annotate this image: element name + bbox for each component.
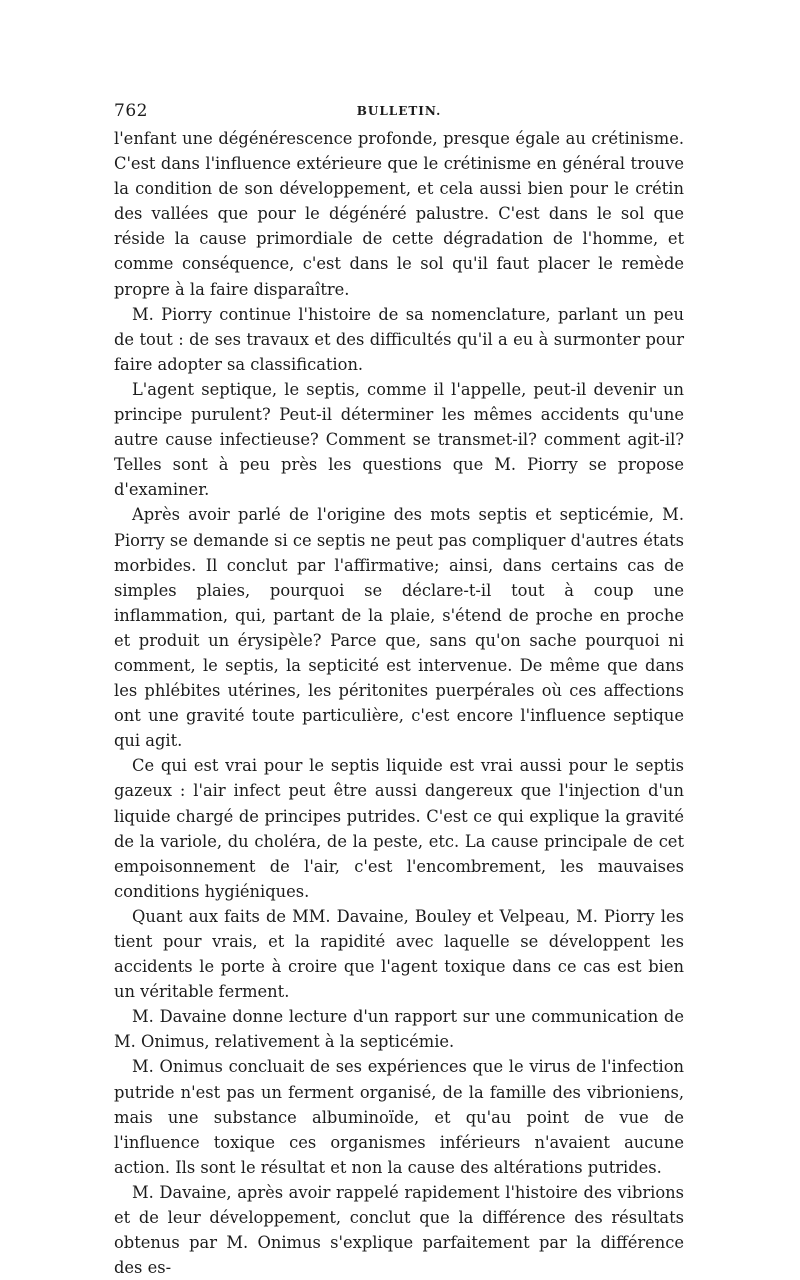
paragraph-cretinism: l'enfant une dégénérescence profonde, presque égale au crétinisme. C'est dans l'influence extérieure que le crétinisme en général trouve la condition de son développement, et cela aussi bien pour le crétin des vallées que pour le dégénéré palustre. C'est dans le sol que réside la cause primordiale de cette dégradation de l'homme, et comme conséquence, c'est dans le sol qu'il faut placer le remède propre à la faire disparaître. [114, 129, 684, 299]
paragraph-onimus-conclusion: M. Onimus concluait de ses expériences que le virus de l'infection putride n'est pas un ferment organisé, de la famille des vibrioniens, mais une substance albuminoïde, et qu'au point de vue de l'influence toxique ces organismes inférieurs n'avaient aucune action. Ils sont le résultat et non la cause des altérations putrides. [114, 1057, 684, 1177]
paragraph-septic-agent: L'agent septique, le septis, comme il l'appelle, peut-il devenir un principe purulent? Peut-il déterminer les mêmes accidents qu'une autre cause infectieuse? Comment se transmet-il? comment agit-il? Telles sont à peu près les questions que M. Piorry se propose d'examiner. [114, 379, 684, 500]
paragraph-gaseous-septis: Ce qui est vrai pour le septis liquide est vrai aussi pour le septis gazeux : l'air infect peut être aussi dangereux que l'injection d'un liquide chargé de principes putrides. C'est ce qui explique la gravité de la variole, du choléra, de la peste, etc. La cause principale de cet empoisonnement de l'air, c'est l'encombrement, les mauvaises conditions hygiéniques. [114, 756, 684, 901]
page-number: 762 [114, 101, 148, 121]
paragraph-davaine-vibrions: M. Davaine, après avoir rappelé rapidement l'histoire des vibrions et de leur développement, conclut que la différence des résultats obtenus par M. Onimus s'explique parfaitement par la différence des es- [114, 1182, 684, 1278]
paragraph-septicemie-origin: Après avoir parlé de l'origine des mots septis et septicémie, M. Piorry se demande si ce septis ne peut pas compliquer d'autres états morbides. Il conclut par l'affirmative; ainsi, dans certains cas de simples plaies, pourquoi se déclare-t-il tout à coup une inflammation, qui, partant de la plaie, s'étend de proche en proche et produit un érysipèle? Parce que, sans qu'on sache pourquoi ni comment, le septis, la septicité est intervenue. De même que dans les phlébites utérines, les péritonites puerpérales où ces affections ont une gravité toute particulière, c'est encore l'influence septique qui agit. [114, 505, 684, 751]
running-title: BULLETIN. [356, 104, 442, 118]
paragraph-davaine-bouley-velpeau: Quant aux faits de MM. Davaine, Bouley et Velpeau, M. Piorry les tient pour vrais, et la rapidité avec laquelle se développent les accidents le porte à croire que l'agent toxique dans ce cas est bien un véritable ferment. [114, 906, 684, 1002]
paragraph-davaine-report: M. Davaine donne lecture d'un rapport sur une communication de M. Onimus, relativement à la septicémie. [114, 1007, 684, 1052]
running-header [114, 98, 684, 124]
body-text [114, 126, 684, 1280]
paragraph-piorry-nomenclature: M. Piorry continue l'histoire de sa nomenclature, parlant un peu de tout : de ses travaux et des difficultés qu'il a eu à surmonter pour faire adopter sa classification. [114, 304, 684, 374]
document-page [114, 98, 684, 1280]
